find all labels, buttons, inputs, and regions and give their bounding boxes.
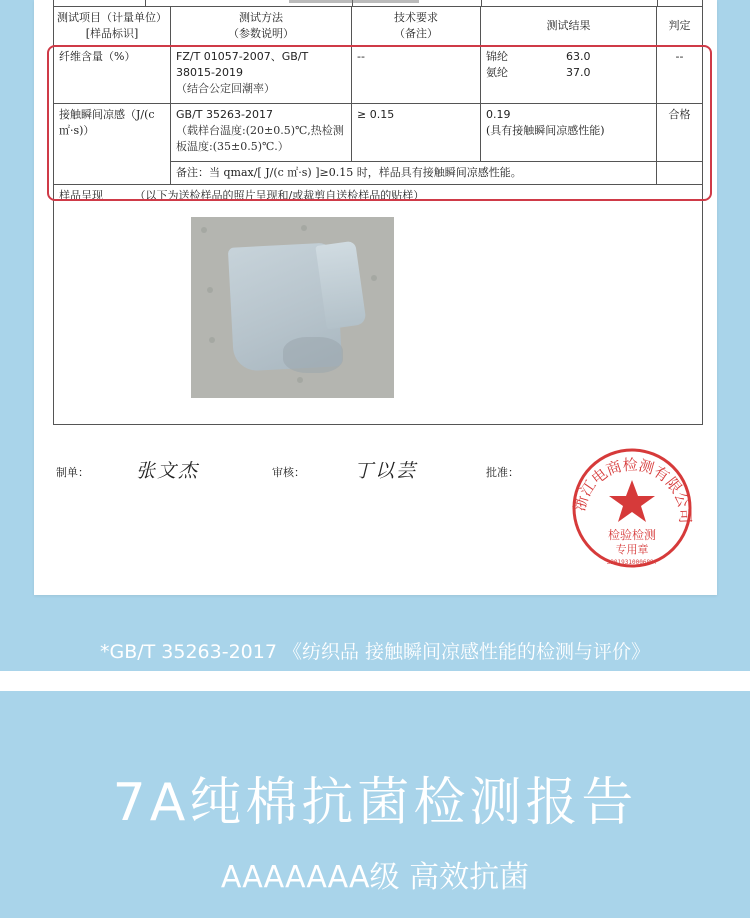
cooling-method-standard: GB/T 35263-2017 [176,108,273,121]
reviewed-by-signature: 丁以芸 [354,460,418,482]
banner-subtitle: AAAAAAA级 高效抗菌 [220,860,530,895]
table-row-fiber-content [54,46,703,104]
remark-text: 备注：当 qmax/[ J/(c ㎡·s) ]≥0.15 时，样品具有接触瞬间凉感性能。 [176,166,522,179]
watermark-dot [301,225,307,231]
header-result-label: 测试结果 [546,19,591,32]
sample-note: （以下为送检样品的照片呈现和/或裁剪自送检样品的贴样） [134,189,425,202]
seal-number: 3301931000689? [606,559,658,566]
seal-line1: 检验检测 [607,528,657,542]
header-judgment-label: 判定 [668,19,691,32]
cell-judgment [657,46,703,104]
header-item-sub: [样品标识] [85,27,139,40]
fiber-name: 锦纶 [486,50,508,63]
cell-method [171,104,352,162]
sample-title: 样品呈现 [59,189,103,202]
table-row-sample [54,185,703,425]
cooling-requirement: ≥ 0.15 [357,108,395,121]
header-item [54,7,171,46]
prepared-by-label: 制单： [56,466,89,479]
watermark-dot [209,337,215,343]
table-header-row [54,7,703,46]
header-method-sub: （参数说明） [228,27,294,40]
cell-sample [54,185,703,425]
fiber-content-label: 纤维含量（%） [59,50,136,63]
watermark-dot [297,377,303,383]
fiber-judgment: -- [675,50,684,63]
table-row-cooling [54,104,703,162]
watermark-dot [201,227,207,233]
cooling-label: 接触瞬间凉感（J/(c ㎡·s)） [59,108,155,137]
header-item-label: 测试项目（计量单位） [57,11,167,24]
fiber-method-note: （结合公定回潮率） [176,82,275,95]
fiber-value: 37.0 [566,66,591,79]
cooling-result-value: 0.19 [486,108,511,121]
watermark-dot [371,275,377,281]
seal-line2: 专用章 [615,543,649,556]
fiber-requirement: -- [357,50,365,63]
fiber-result-line [486,49,651,65]
header-requirement-sub: （备注） [394,27,438,40]
fiber-result-line [486,65,651,81]
approved-by-label: 批准： [486,466,519,479]
header-requirement-label: 技术要求 [394,11,438,24]
seal-star-icon [609,480,655,522]
banner-title: 7A纯棉抗菌检测报告 [112,773,638,833]
header-method [171,7,352,46]
header-method-label: 测试方法 [239,11,283,24]
cell-remark [171,162,657,185]
test-results-table [53,6,703,425]
fabric-shadow [283,337,343,373]
fiber-name: 氨纶 [486,66,508,79]
cell-item [54,104,171,185]
standard-footnote: *GB/T 35263-2017 《纺织品 接触瞬间凉感性能的检测与评价》 [99,641,651,663]
prepared-by-signature: 张文杰 [136,460,200,482]
fiber-method-standard: FZ/T 01057-2007、GB/T 38015-2019 [176,50,309,79]
header-result [481,7,657,46]
sample-photo [191,217,394,398]
cropped-text-fragment [289,0,419,3]
cooling-result-note: (具有接触瞬间凉感性能) [486,124,605,137]
seal-org-text: 浙江电商检测有限公司 [570,455,695,524]
cooling-method-note: （载样台温度:(20±0.5)℃,热检测板温度:(35±0.5)℃.） [176,124,344,153]
header-judgment [657,7,703,46]
cell-empty [657,162,703,185]
cell-item [54,46,171,104]
white-divider-band [0,671,750,691]
test-report-paper [34,0,717,595]
cell-requirement [352,46,481,104]
cell-result [481,46,657,104]
official-seal [562,440,702,570]
watermark-dot [207,287,213,293]
reviewed-by-label: 审核： [272,466,305,479]
fiber-value: 63.0 [566,50,591,63]
cell-judgment [657,104,703,162]
cell-method [171,46,352,104]
cell-requirement [352,104,481,162]
header-requirement [352,7,481,46]
cell-result [481,104,657,162]
cooling-judgment: 合格 [668,108,691,121]
